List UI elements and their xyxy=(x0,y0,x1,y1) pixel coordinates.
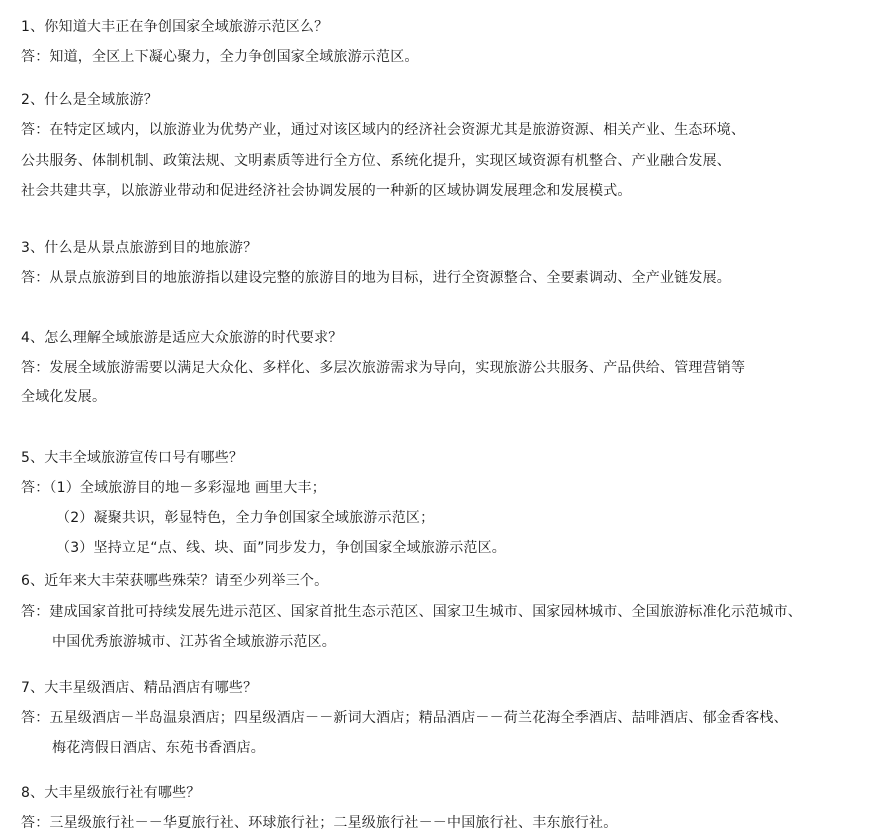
question-1: 1、你知道大丰正在争创国家全域旅游示范区么？ xyxy=(21,19,329,35)
question-8: 8、大丰星级旅行社有哪些？ xyxy=(21,785,201,801)
question-5: 5、大丰全域旅游宣传口号有哪些？ xyxy=(21,450,244,466)
answer-2-line-1: 答：在特定区域内，以旅游业为优势产业，通过对该区域内的经济社会资源尤其是旅游资源、相关产业、生态环境、 xyxy=(21,122,746,138)
answer-2-line-2: 公共服务、体制机制、政策法规、文明素质等进行全方位、系统化提升，实现区域资源有机整合、产业融合发展、 xyxy=(21,153,731,169)
answer-5-line-2: （2）凝聚共识，彰显特色，全力争创国家全域旅游示范区； xyxy=(56,510,435,526)
answer-7-line-2: 梅花湾假日酒店、东苑书香酒店。 xyxy=(52,740,265,756)
answer-8-line-1: 答：三星级旅行社－－华夏旅行社、环球旅行社；二星级旅行社－－中国旅行社、丰东旅行社。 xyxy=(21,815,618,831)
answer-5-line-1: 答：（1）全域旅游目的地－多彩湿地 画里大丰； xyxy=(21,480,326,496)
answer-7-line-1: 答：五星级酒店－半岛温泉酒店；四星级酒店－－新词大酒店；精品酒店－－荷兰花海全季酒店、喆啡酒店、郁金香客栈、 xyxy=(21,710,788,726)
question-4: 4、怎么理解全域旅游是适应大众旅游的时代要求？ xyxy=(21,330,343,346)
answer-2-line-3: 社会共建共享，以旅游业带动和促进经济社会协调发展的一种新的区域协调发展理念和发展模式。 xyxy=(21,183,632,199)
answer-4-line-1: 答：发展全域旅游需要以满足大众化、多样化、多层次旅游需求为导向，实现旅游公共服务、产品供给、管理营销等 xyxy=(21,360,746,376)
answer-6-line-2: 中国优秀旅游城市、江苏省全域旅游示范区。 xyxy=(52,634,336,650)
question-6: 6、近年来大丰荣获哪些殊荣？请至少列举三个。 xyxy=(21,573,329,589)
question-2: 2、什么是全域旅游？ xyxy=(21,92,158,108)
answer-3-line-1: 答：从景点旅游到目的地旅游指以建设完整的旅游目的地为目标，进行全资源整合、全要素调动、全产业链发展。 xyxy=(21,270,731,286)
answer-1-line-1: 答：知道，全区上下凝心聚力，全力争创国家全域旅游示范区。 xyxy=(21,49,419,65)
answer-6-line-1: 答：建成国家首批可持续发展先进示范区、国家首批生态示范区、国家卫生城市、国家园林城市、全国旅游标准化示范城市、 xyxy=(21,604,802,620)
question-3: 3、什么是从景点旅游到目的地旅游？ xyxy=(21,240,258,256)
question-7: 7、大丰星级酒店、精品酒店有哪些？ xyxy=(21,680,258,696)
answer-5-line-3: （3）坚持立足“点、线、块、面”同步发力，争创国家全域旅游示范区。 xyxy=(56,540,507,556)
answer-4-line-2: 全域化发展。 xyxy=(21,389,107,405)
